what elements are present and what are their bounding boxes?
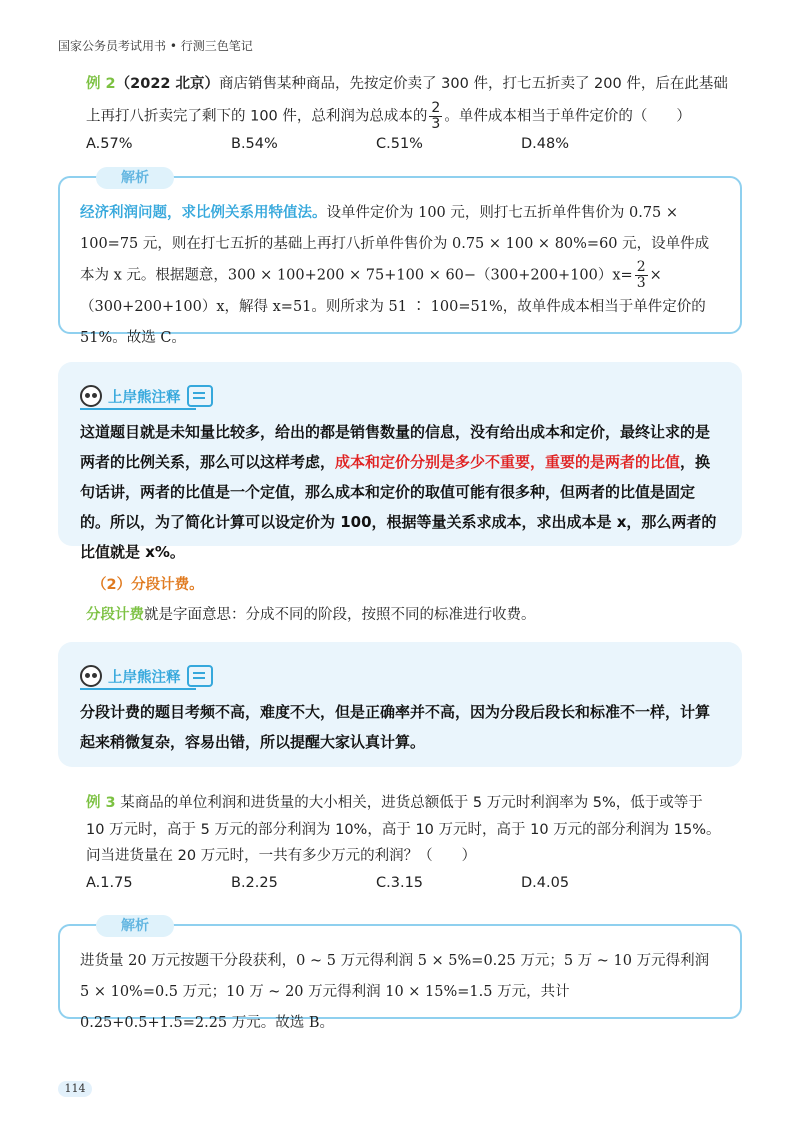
note-box-1 (58, 362, 742, 561)
analysis-1-lead: 经济利润问题，求比例关系用特值法。 (80, 205, 327, 221)
note-1-part1: 这道题目就是未知量比较多，给出的都是销售数量的信息，没有给出成本和定价，最终让求的是两者的比例关系，那么可以这样考虑， (80, 423, 711, 471)
note-1-text (80, 417, 718, 567)
note-1-highlight: 成本和定价分别是多少不重要，重要的是两者的比值 (335, 453, 681, 471)
example-2-label: 例 2 (86, 76, 116, 92)
page-number: 114 (58, 1081, 92, 1097)
bear-icon (80, 665, 102, 687)
option-c: C.3.15 (376, 874, 424, 891)
option-c: C.51% (376, 136, 423, 152)
example-3-line2: 10 万元时，高于 5 万元的部分利润为 10%，高于 10 万元时，高于 10 万元的部分利润为 15%。 (86, 821, 721, 838)
option-a: A.57% (86, 136, 133, 152)
analysis-1-text (60, 178, 740, 354)
note-header (80, 382, 213, 410)
fraction-numerator: 2 (636, 259, 646, 275)
option-a: A.1.75 (86, 874, 133, 891)
speech-bubble-icon (187, 385, 213, 407)
fraction-denominator: 3 (636, 275, 646, 291)
note-1-part2: ，换句话讲，两者的比值是一个定值，那么成本和定价的取值可能有很多种，但两者的比值是固定的。所以，为了简化计算可以设定价为 100，根据等量关系求成本，求出成本是 x，那么两者的比值就是 x%。 (80, 453, 717, 561)
option-d: D.4.05 (521, 874, 570, 891)
example-3-options (86, 870, 726, 897)
example-2-question-line1 (86, 72, 736, 97)
analysis-box-2 (58, 918, 742, 1031)
example-2-text-line2: 上再打八折卖完了剩下的 100 件，总利润为总成本的 (86, 108, 428, 125)
note-title: 上岸熊注释 (108, 389, 181, 406)
note-title: 上岸熊注释 (108, 669, 181, 686)
section-heading: （2）分段计费。 (92, 577, 204, 593)
fraction-numerator: 2 (431, 100, 441, 116)
analysis-tag: 解析 (96, 167, 174, 189)
option-b: B.54% (231, 136, 278, 152)
analysis-box-1 (58, 170, 742, 346)
note-box-2 (58, 642, 742, 767)
note-2-text: 分段计费的题目考频不高，难度不大，但是正确率并不高，因为分段后段长和标准不一样，计算起来稍微复杂，容易出错，所以提醒大家认真计算。 (80, 703, 711, 751)
example-2-question-line2 (86, 101, 736, 132)
option-d: D.48% (521, 136, 570, 152)
fraction-denominator: 3 (431, 116, 441, 132)
analysis-1-body-end: ×（300+200+100）x，解得 x=51。则所求为 51 ∶ 100=51%，故单件成本相当于单件定价的 51%。故选 C。 (80, 267, 706, 346)
example-2-source: （2022 北京） (115, 76, 220, 92)
section-description (86, 600, 736, 630)
section-desc: 就是字面意思：分成不同的阶段，按照不同的标准进行收费。 (144, 607, 536, 623)
note-header (80, 662, 213, 690)
section-segmented-pricing (86, 570, 736, 630)
example-3-label: 例 3 (86, 795, 116, 811)
section-term: 分段计费 (86, 607, 144, 623)
bear-icon (80, 385, 102, 407)
fraction-two-thirds (429, 101, 442, 132)
example-2-text-line2-end: 。单件成本相当于单件定价的（ ） (444, 108, 691, 125)
note-header-underline (80, 688, 196, 690)
analysis-1-body: 设单件定价为 100 元，则打七五折单件售价为 0.75 × 100=75 元，则在打七五折的基础上再打八折单件售价为 0.75 × 100 × 80%=60 元，设单件成本为 x 元。根据题意，300 × 100+200 × 75+100 × 60−（300+200+100）x= (80, 205, 710, 284)
running-header: 国家公务员考试用书 • 行测三色笔记 (58, 39, 253, 53)
example-3-line3: 问当进货量在 20 万元时，一共有多少万元的利润？（ ） (86, 848, 477, 864)
example-2-text-line1: 商店销售某种商品，先按定价卖了 300 件，打七五折卖了 200 件，后在此基础 (219, 76, 728, 92)
example-3-text-line1: 某商品的单位利润和进货量的大小相关，进货总额低于 5 万元时利润率为 5%，低于或等于 (120, 795, 703, 811)
fraction-two-thirds (635, 260, 648, 291)
example-2 (86, 72, 736, 157)
example-2-options (86, 132, 726, 157)
option-b: B.2.25 (231, 874, 278, 891)
speech-bubble-icon (187, 665, 213, 687)
note-header-underline (80, 408, 196, 410)
example-3 (86, 790, 736, 896)
example-3-line1 (86, 790, 736, 817)
analysis-2-text: 进货量 20 万元按题干分段获利，0 ~ 5 万元得利润 5 × 5%=0.25 万元；5 万 ~ 10 万元得利润 5 × 10%=0.5 万元；10 万 ~ 20 万元得利润 10 × 15%=1.5 万元，共计 0.25+0.5+1.5=2.25 万元。故选 B。 (80, 953, 710, 1031)
analysis-tag: 解析 (96, 915, 174, 937)
